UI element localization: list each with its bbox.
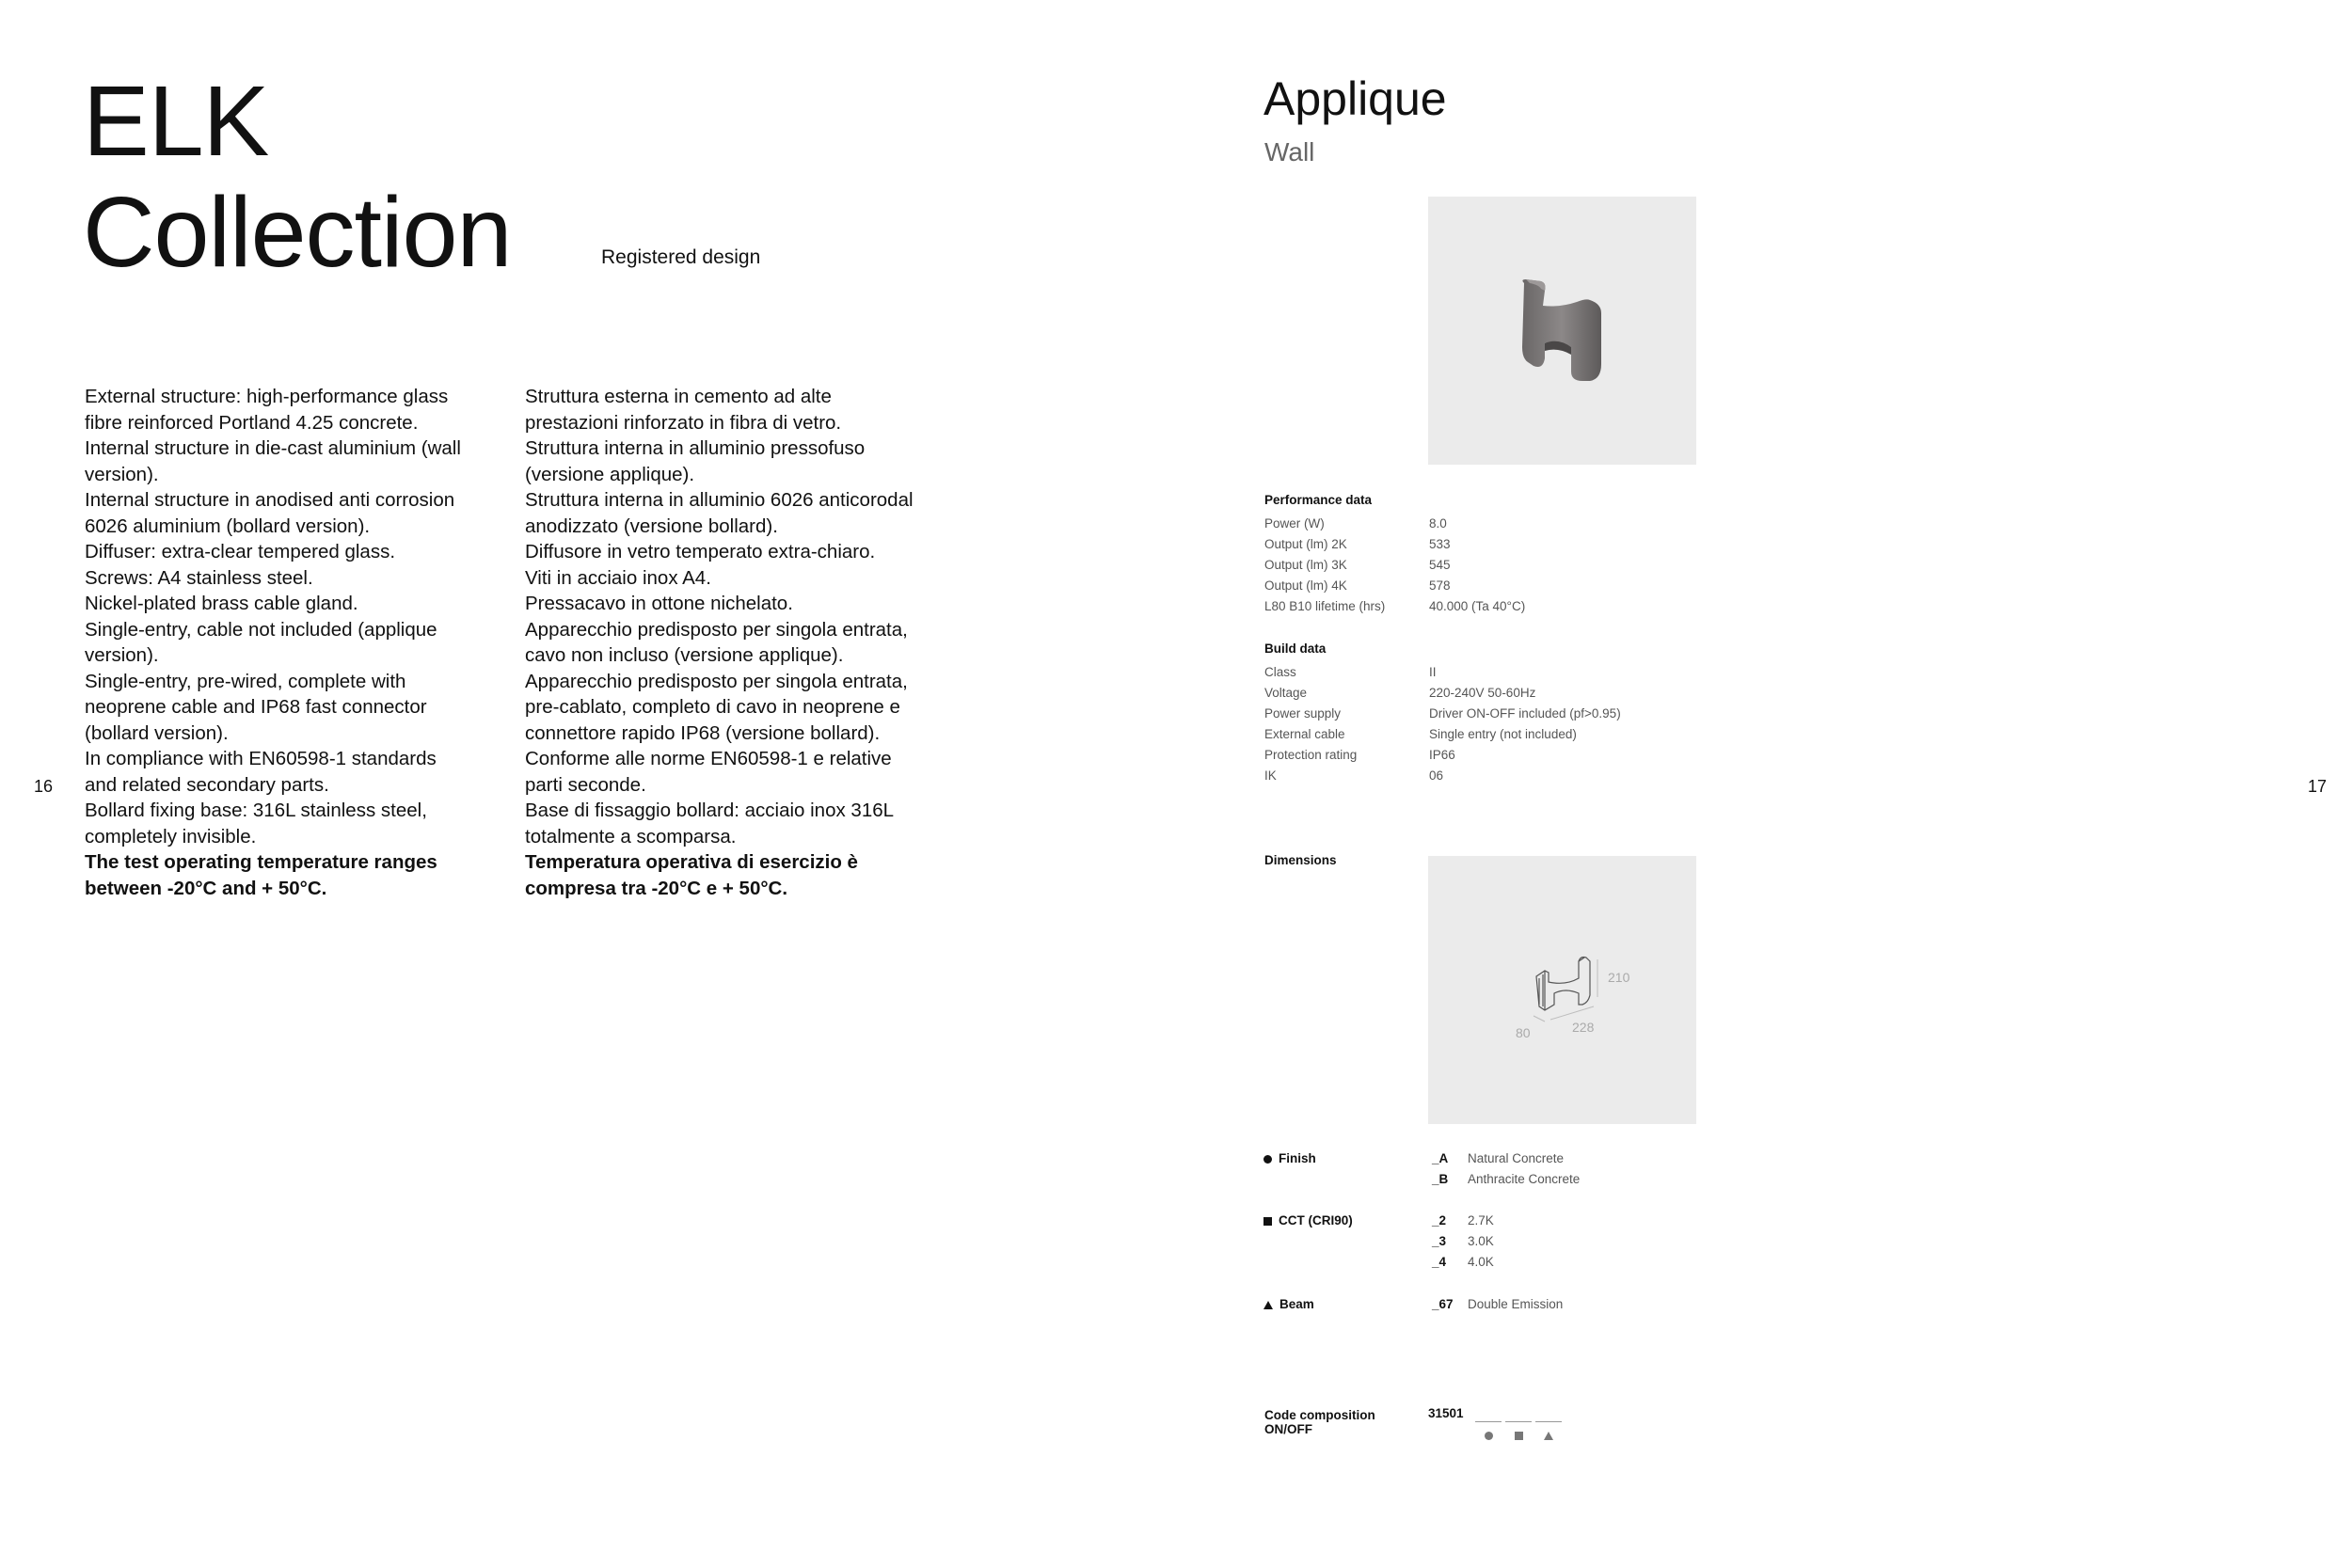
en-line: Screws: A4 stainless steel.: [85, 566, 313, 589]
square-icon: [1263, 1217, 1272, 1226]
it-line: Apparecchio predisposto per singola entrata, cavo non incluso (versione applique).: [525, 618, 908, 666]
circle-icon: [1485, 1432, 1493, 1440]
en-line: Internal structure in anodised anti corrosion 6026 aluminium (bollard version).: [85, 489, 455, 537]
square-icon: [1515, 1432, 1523, 1440]
en-line: Internal structure in die-cast aluminium (wall version).: [85, 437, 461, 485]
it-line: Viti in acciaio inox A4.: [525, 566, 711, 589]
title-line-2: Collection: [83, 177, 512, 288]
it-line: Struttura interna in alluminio pressofuso (versione applique).: [525, 437, 866, 485]
it-line: Pressacavo in ottone nichelato.: [525, 593, 793, 614]
it-line: Struttura esterna in cemento ad alte prestazioni rinforzato in fibra di vetro.: [525, 386, 842, 434]
dimension-drawing-svg: [1428, 856, 1696, 1124]
finish-title: Finish: [1263, 1151, 1316, 1165]
en-line: External structure: high-performance glass fibre reinforced Portland 4.25 concrete.: [85, 386, 449, 434]
performance-data-title: Performance data: [1264, 493, 1373, 507]
dimension-height: 210: [1608, 970, 1630, 985]
build-data-title: Build data: [1264, 641, 1327, 656]
it-line: Conforme alle norme EN60598-1 e relative parti seconde.: [525, 748, 892, 796]
code-slot-cct: [1505, 1421, 1532, 1422]
cct-options: _2 2.7K _3 3.0K _4 4.0K: [1432, 1213, 1494, 1269]
title-line-1: ELK: [83, 66, 269, 177]
en-line: In compliance with EN60598-1 standards and related secondary parts.: [85, 748, 437, 796]
dimensions-title: Dimensions: [1264, 853, 1337, 867]
registered-design-label: Registered design: [601, 246, 761, 268]
beam-title: Beam: [1263, 1297, 1314, 1311]
triangle-icon: [1544, 1432, 1553, 1440]
dimension-depth: 80: [1516, 1025, 1531, 1040]
code-slot-finish: [1475, 1421, 1502, 1422]
code-composition-title: Code composition ON/OFF: [1264, 1408, 1375, 1436]
en-line: Nickel-plated brass cable gland.: [85, 593, 358, 614]
it-line: Struttura interna in alluminio 6026 anticorodal anodizzato (versione bollard).: [525, 489, 914, 537]
en-line: Single-entry, pre-wired, complete with neoprene cable and IP68 fast connector (bollard version).: [85, 670, 427, 744]
en-temperature-note: The test operating temperature ranges between -20°C and + 50°C.: [85, 851, 437, 899]
dimensions-drawing: [1428, 856, 1696, 1124]
performance-table: Power (W) 8.0 Output (lm) 2K 533 Output (lm) 3K 545 Output (lm) 4K 578 L80 B10 lifetime (hrs) 40.000 (Ta 40°C): [1264, 516, 1526, 613]
description-italian: [525, 384, 920, 901]
build-table: Class II Voltage 220-240V 50-60Hz Power supply Driver ON-OFF included (pf>0.95) External cable Single entry (not included) Protection rating IP66 IK 06: [1264, 665, 1621, 783]
it-temperature-note: Temperatura operativa di esercizio è compresa tra -20°C e + 50°C.: [525, 851, 858, 899]
base-code: 31501: [1428, 1406, 1464, 1420]
it-line: Apparecchio predisposto per singola entrata, pre-cablato, completo di cavo in neoprene e connettore rapido IP68 (versione bollard).: [525, 670, 908, 744]
cct-title: CCT (CRI90): [1263, 1213, 1353, 1227]
page-number-right: 17: [2308, 777, 2328, 796]
triangle-icon: [1263, 1301, 1273, 1309]
circle-icon: [1263, 1155, 1272, 1164]
product-subheading: Wall: [1264, 137, 1315, 166]
en-line: Bollard fixing base: 316L stainless steel, completely invisible.: [85, 800, 427, 847]
beam-options: _67 Double Emission: [1432, 1297, 1564, 1311]
en-line: Diffuser: extra-clear tempered glass.: [85, 541, 396, 562]
description-english: [85, 384, 470, 901]
en-line: Single-entry, cable not included (applique version).: [85, 618, 437, 666]
product-image: [1428, 197, 1696, 465]
code-slot-beam: [1535, 1421, 1562, 1422]
wall-lamp-illustration: [1428, 197, 1696, 465]
product-heading: Applique: [1263, 72, 1447, 125]
page-number-left: 16: [34, 777, 54, 796]
it-line: Diffusore in vetro temperato extra-chiaro.: [525, 541, 876, 562]
it-line: Base di fissaggio bollard: acciaio inox 316L totalmente a scomparsa.: [525, 800, 894, 847]
collection-title: [83, 66, 511, 288]
finish-options: _A Natural Concrete _B Anthracite Concrete: [1432, 1151, 1581, 1186]
dimension-width: 228: [1572, 1020, 1595, 1035]
